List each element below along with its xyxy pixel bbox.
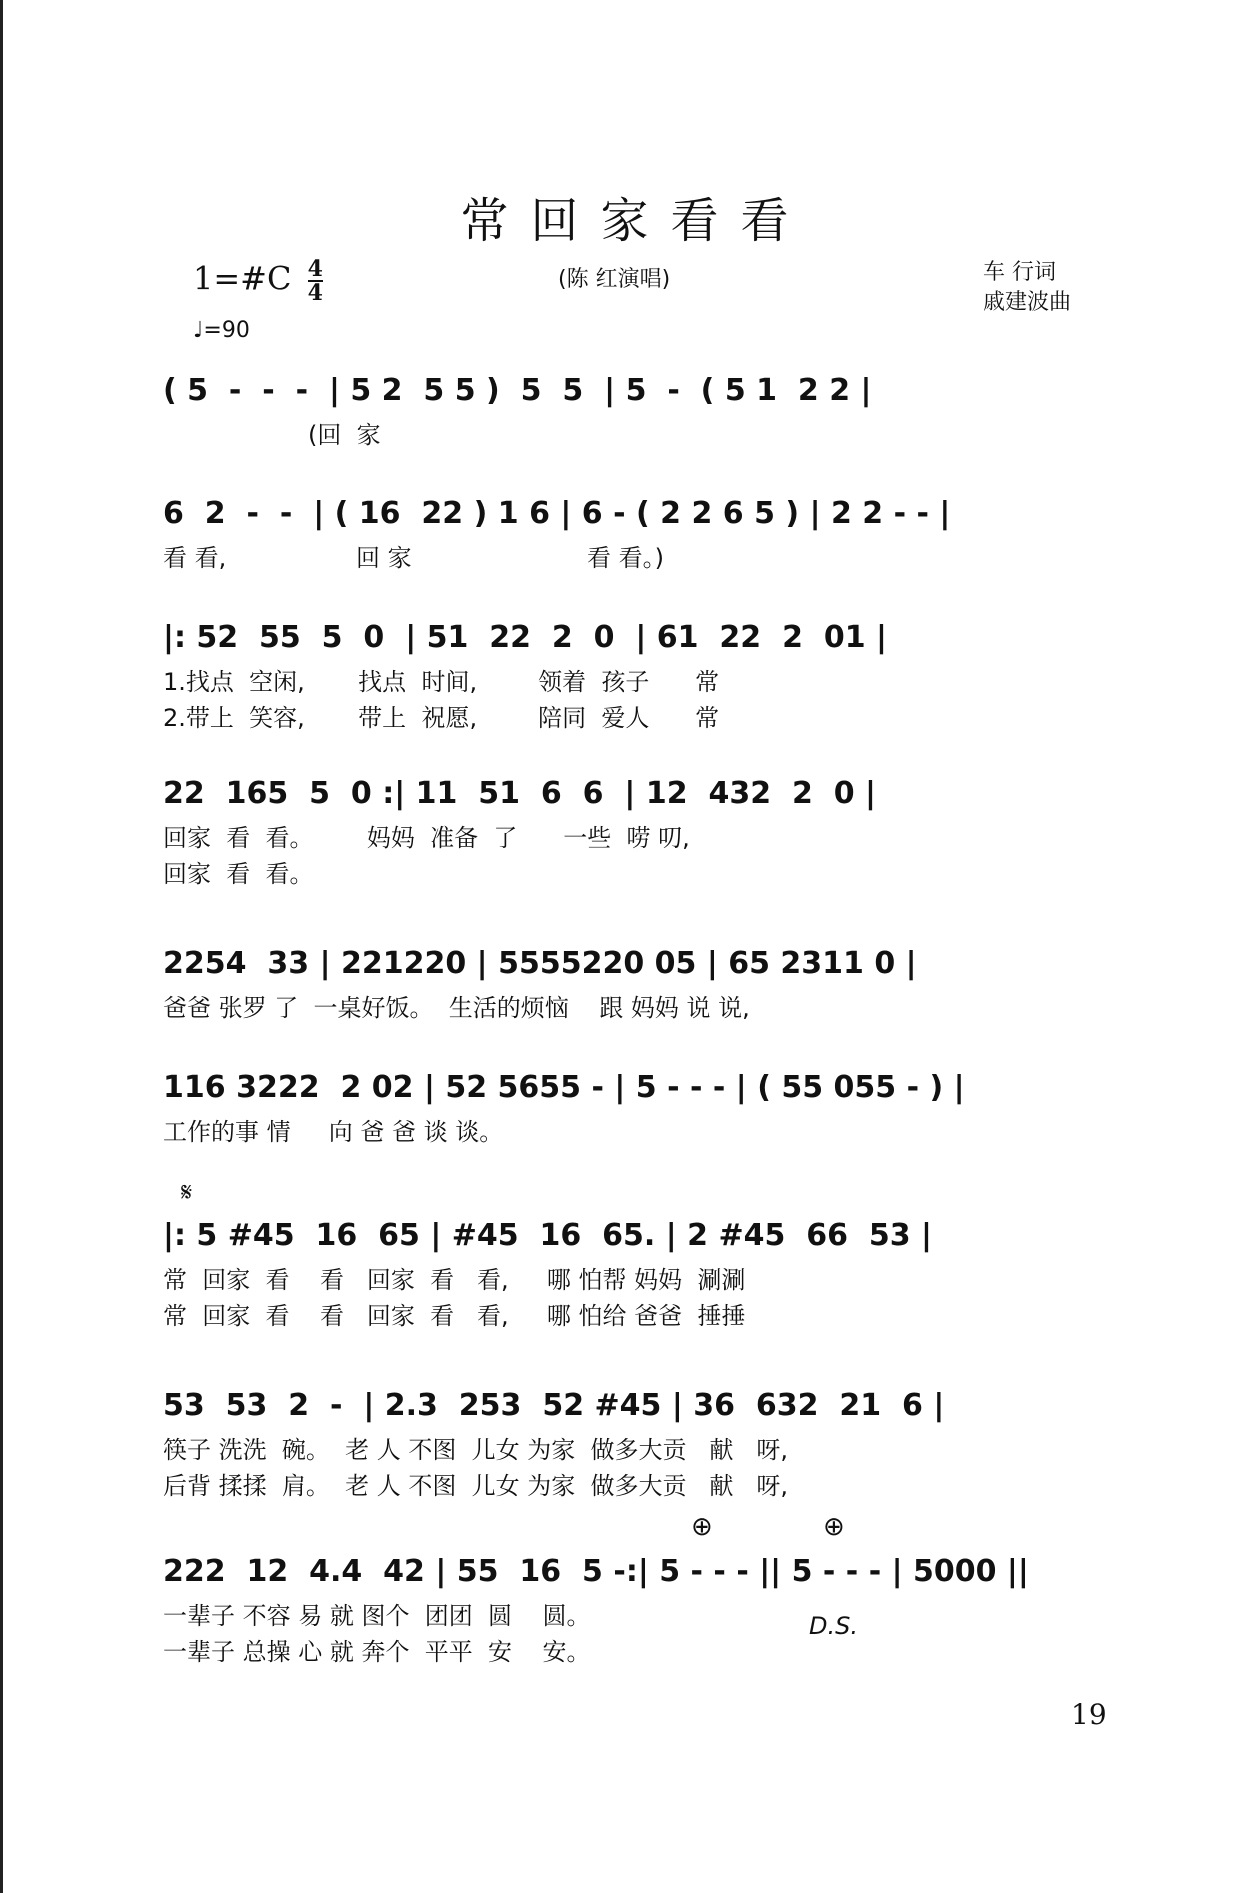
- score-row: [163, 938, 1113, 1026]
- coda-icon: ⊕: [823, 1512, 845, 1542]
- notation-line: 6 2 - - | ( 16 22 ) 1 6 | 6 - ( 2 2 6 5 ) | 2 2 - - |: [163, 496, 951, 531]
- lyric-line: 后背 揉揉 肩。 老 人 不图 儿女 为家 做多大贡 献 呀,: [163, 1472, 788, 1500]
- time-signature: [308, 258, 323, 304]
- notation-line: |: 5 #45 16 65 | #45 16 65. | 2 #45 66 53 |: [163, 1218, 932, 1253]
- segno-icon: 𝄋: [181, 1178, 193, 1208]
- lyric-line: 1.找点 空闲, 找点 时间, 领着 孩子 常: [163, 668, 720, 696]
- dal-segno-mark: D.S.: [809, 1612, 858, 1640]
- tempo-value: =90: [203, 318, 250, 343]
- score-row: [163, 1380, 1113, 1504]
- lyric-line: 工作的事 情 向 爸 爸 谈 谈。: [163, 1118, 504, 1146]
- lyric-line: 一辈子 总操 心 就 奔个 平平 安 安。: [163, 1638, 591, 1666]
- tempo-marking: [193, 318, 250, 343]
- score-row: [163, 1210, 1113, 1334]
- notation-line: |: 52 55 5 0 | 51 22 2 0 | 61 22 2 01 |: [163, 620, 887, 655]
- notation-line: 222 12 4.4 42 | 55 16 5 -:| 5 - - - || 5 - - - | 5000 ||: [163, 1554, 1029, 1589]
- lyric-line: 回家 看 看。: [163, 860, 314, 888]
- page-number: 19: [1071, 1698, 1107, 1731]
- lyric-line: 常 回家 看 看 回家 看 看, 哪 怕给 爸爸 捶捶: [163, 1302, 746, 1330]
- notation-line: 116 3222 2 02 | 52 5655 - | 5 - - - | ( 55 055 - ) |: [163, 1070, 965, 1105]
- score-row: [163, 768, 1113, 892]
- coda-icon: ⊕: [691, 1512, 713, 1542]
- lyric-line: 回家 看 看。 妈妈 准备 了 一些 唠 叨,: [163, 824, 690, 852]
- score-row: [163, 1062, 1113, 1150]
- lyric-line: 常 回家 看 看 回家 看 看, 哪 怕帮 妈妈 涮涮: [163, 1266, 746, 1294]
- time-sig-bottom: 4: [307, 280, 323, 306]
- score-row: [163, 1546, 1113, 1670]
- key-signature: [193, 258, 323, 304]
- singer-credit: (陈 红演唱): [558, 267, 671, 292]
- lyric-line: (回 家: [163, 421, 381, 449]
- score-row: [163, 612, 1113, 736]
- song-title: 常回家看看: [460, 193, 811, 249]
- score-row: [163, 488, 1113, 576]
- author-credits: [983, 258, 1071, 318]
- lyricist-credit: 车 行词: [983, 260, 1056, 285]
- notation-line: 53 53 2 - | 2.3 253 52 #45 | 36 632 21 6 |: [163, 1388, 945, 1423]
- notation-line: ( 5 - - - | 5 2 5 5 ) 5 5 | 5 - ( 5 1 2 2 |: [163, 373, 872, 408]
- time-sig-top: 4: [307, 256, 323, 282]
- lyric-line: 看 看, 回 家 看 看。): [163, 544, 665, 572]
- notation-line: 2254 33 | 221220 | 5555220 05 | 65 2311 0 |: [163, 946, 917, 981]
- lyric-line: 爸爸 张罗 了 一桌好饭。 生活的烦恼 跟 妈妈 说 说,: [163, 994, 750, 1022]
- notation-line: 22 165 5 0 :| 11 51 6 6 | 12 432 2 0 |: [163, 776, 877, 811]
- lyric-line: 一辈子 不容 易 就 图个 团团 圆 圆。: [163, 1602, 591, 1630]
- score-row: [163, 365, 1113, 453]
- composer-credit: 戚建波曲: [983, 290, 1072, 315]
- lyric-line: 筷子 洗洗 碗。 老 人 不图 儿女 为家 做多大贡 献 呀,: [163, 1436, 788, 1464]
- quarter-note-icon: ♩: [193, 318, 204, 343]
- key-label: 1=#C: [193, 259, 292, 298]
- lyric-line: 2.带上 笑容, 带上 祝愿, 陪同 爱人 常: [163, 704, 720, 732]
